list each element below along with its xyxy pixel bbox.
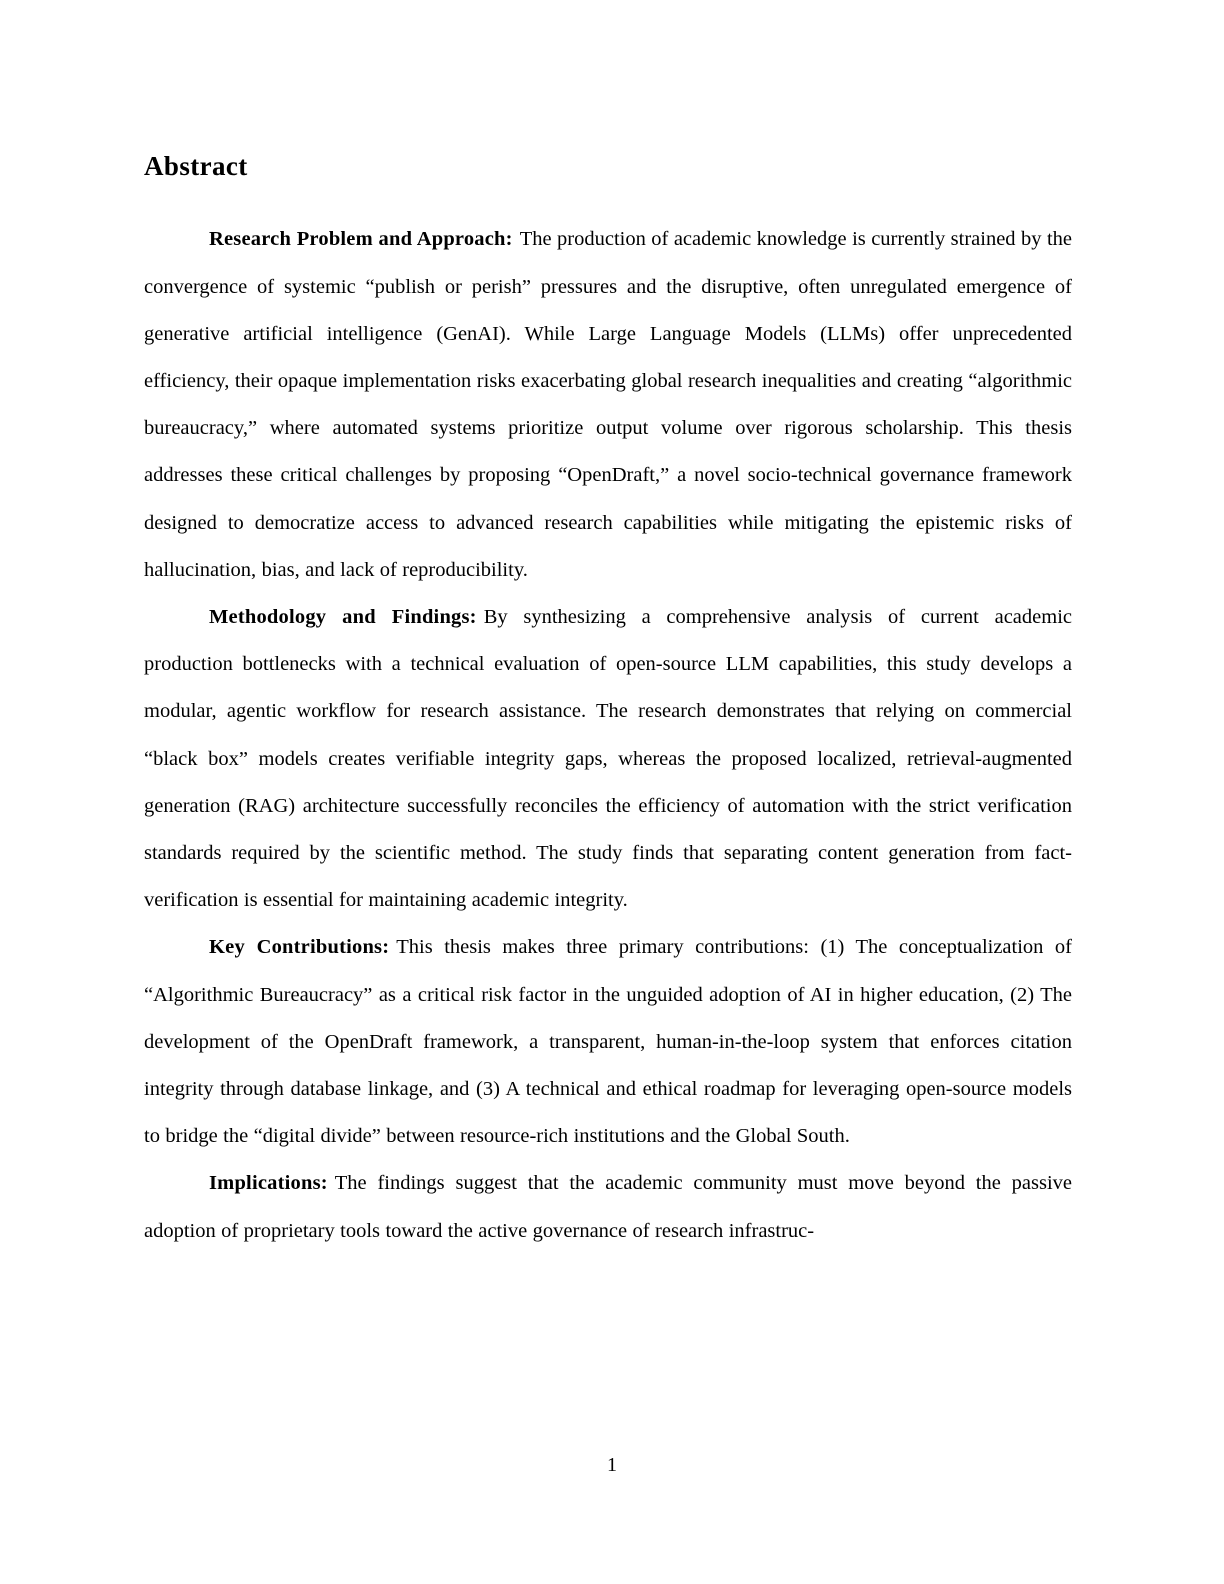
paragraph-body: The production of academic knowledge is currently strained by the convergence of systemic “publish or perish” pressures and the disruptive, often unregulated emergence of generative artificial intelligence (GenAI). While Large Language Models (LLMs) offer unprecedented efficiency, their opaque implementation risks exacerbating global research inequalities and creating “algorithmic bureaucracy,” where automated systems prioritize output volume over rigorous scholarship. This thesis addresses these critical challenges by proposing “OpenDraft,” a novel socio-technical governance framework designed to democratize access to advanced research capabilities while mitigating the epistemic risks of hallucination, bias, and lack of reproducibility.	[144, 228, 1072, 581]
paragraph-lead-label: Implications:	[209, 1172, 328, 1195]
paragraph-body: The findings suggest that the academic community must move beyond the passive adoption of proprietary tools toward the active governance of research infrastruc-	[144, 1172, 1072, 1242]
paragraph-lead-label: Key Contributions:	[209, 936, 390, 959]
page-title: Abstract	[144, 151, 248, 181]
abstract-paragraph-methodology-findings	[144, 594, 1072, 924]
paragraph-lead-label: Methodology and Findings:	[209, 606, 477, 629]
paragraph-lead-label: Research Problem and Approach:	[209, 228, 513, 251]
abstract-paragraph-implications	[144, 1160, 1072, 1254]
paragraph-body: By synthesizing a comprehensive analysis of current academic production bottlenecks with a technical evaluation of open-source LLM capabilities, this study develops a modular, agentic workflow for research assistance. The research demonstrates that relying on commercial “black box” models creates verifiable integrity gaps, whereas the proposed localized, retrieval-augmented generation (RAG) architecture successfully reconciles the efficiency of automation with the strict verification standards required by the scientific method. The study finds that separating content generation from fact-verification is essential for maintaining academic integrity.	[144, 606, 1072, 912]
abstract-paragraph-research-problem	[144, 216, 1072, 594]
abstract-paragraph-key-contributions	[144, 924, 1072, 1160]
page-content	[144, 150, 1072, 1255]
page-number: 1	[607, 1454, 617, 1476]
paragraph-body: This thesis makes three primary contributions: (1) The conceptualization of “Algorithmic Bureaucracy” as a critical risk factor in the unguided adoption of AI in higher education, (2) The development of the OpenDraft framework, a transparent, human-in-the-loop system that enforces citation integrity through database linkage, and (3) A technical and ethical roadmap for leveraging open-source models to bridge the “digital divide” between resource-rich institutions and the Global South.	[144, 936, 1072, 1148]
